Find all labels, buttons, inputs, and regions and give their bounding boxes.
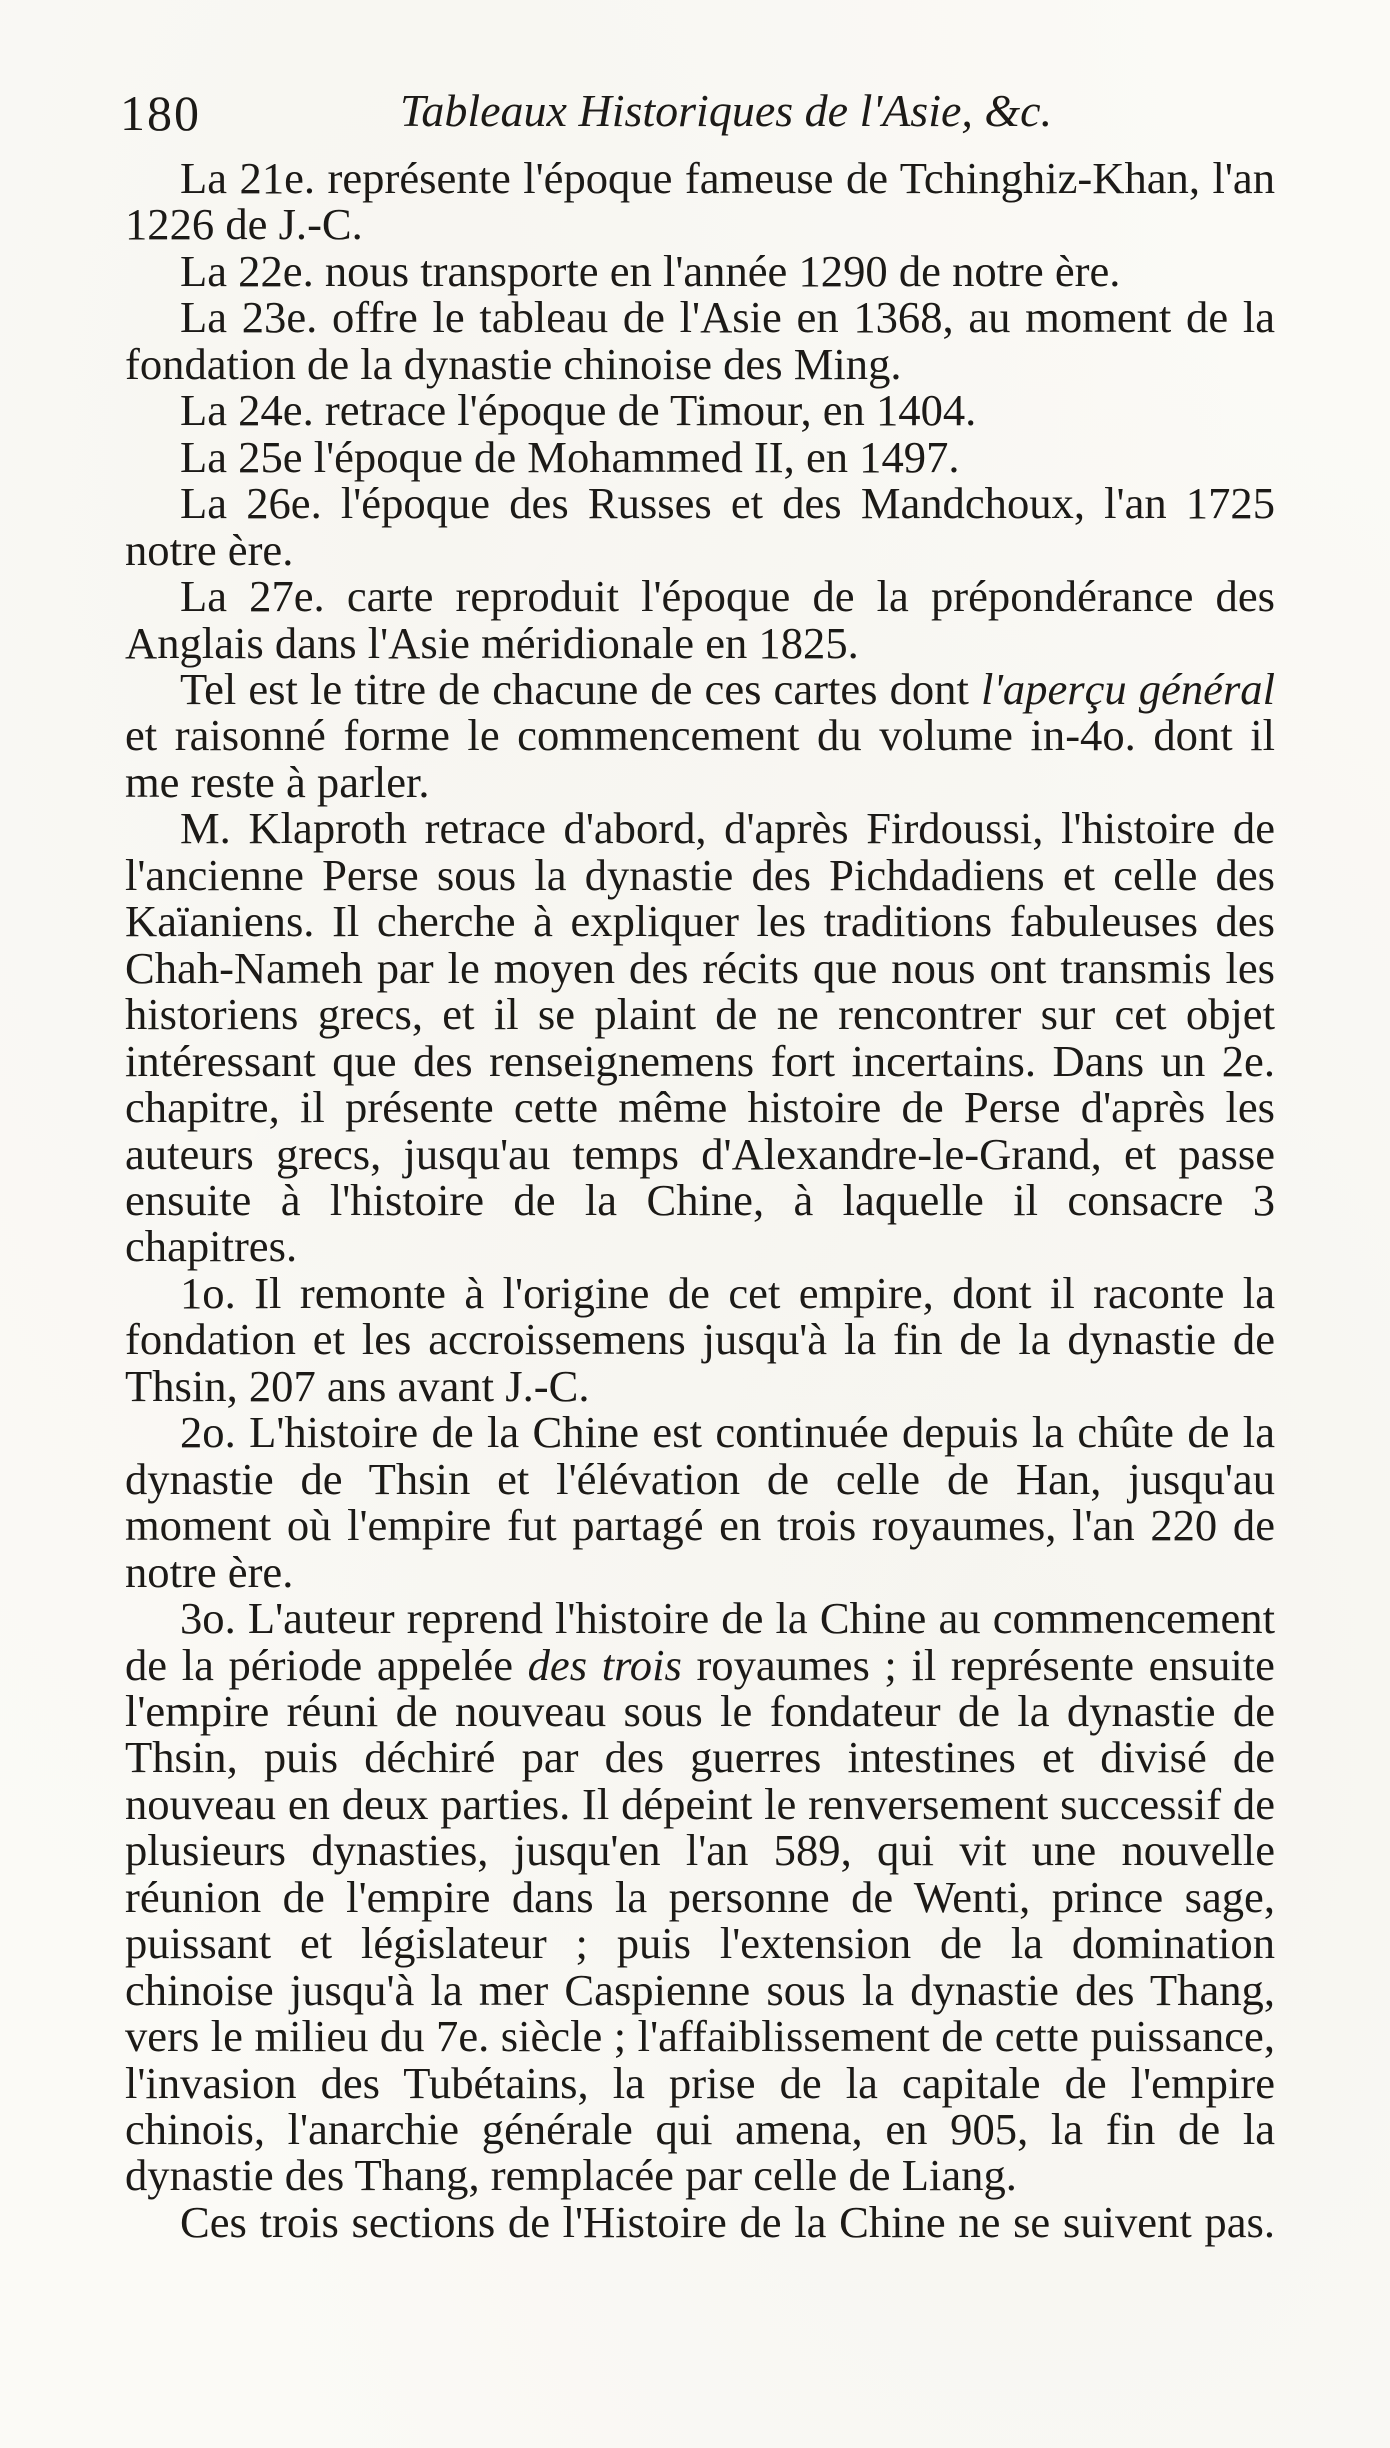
paragraph-map-23: La 23e. offre le tableau de l'Asie en 1368, au moment de la fondation de la dynastie chinoise des Ming.	[125, 292, 1275, 389]
paragraph-section-1: 1o. Il remonte à l'origine de cet empire, dont il raconte la fondation et les accroissemens jusqu'à la fin de la dynastie de Thsin, 207 ans avant J.-C.	[125, 1267, 1275, 1411]
paragraph-text: Tel est le titre de chacune de ces cartes dont	[180, 663, 981, 714]
paragraph-text: 3o. L'auteur reprend l'histoire de la Chine au commencement de la période appelée	[125, 1593, 1275, 1690]
page-header	[120, 78, 1270, 150]
paragraph-map-21: La 21e. représente l'époque fameuse de Tchinghiz-Khan, l'an 1226 de J.-C.	[125, 153, 1275, 250]
body-text	[125, 155, 1275, 2245]
paragraph-section-2: 2o. L'histoire de la Chine est continuée depuis la chûte de la dynastie de Thsin et l'élévation de celle de Han, jusqu'au moment où l'empire fut partagé en trois royaumes, l'an 220 de notre ère.	[125, 1407, 1275, 1597]
paragraph-closing: Ces trois sections de l'Histoire de la Chine ne se suivent pas.	[180, 2196, 1275, 2247]
running-title: Tableaux Historiques de l'Asie, &c.	[400, 85, 1053, 136]
paragraph-section-3	[125, 1595, 1275, 2199]
paragraph-map-22: La 22e. nous transporte en l'année 1290 de notre ère.	[180, 245, 1121, 296]
italic-phrase: l'aperçu général	[980, 663, 1275, 714]
paragraph-text: royaumes ; il représente ensuite l'empire réuni de nouveau sous le fondateur de la dynastie de Thsin, puis déchiré par des guerres intestines et divisé de nouveau en deux parties. Il dépeint le renversement successif de plusieurs dynasties, jusqu'en l'an 589, qui vit une nouvelle réunion de l'empire dans la personne de Wenti, prince sage, puissant et législateur ; puis l'extension de la domination chinoise jusqu'à la mer Caspienne sous la dynastie des Thang, vers le milieu du 7e. siècle ; l'affaiblissement de cette puissance, l'invasion des Tubétains, la prise de la capitale de l'empire chinois, l'anarchie générale qui amena, en 905, la fin de la dynastie des Thang, remplacée par celle de Liang.	[125, 1639, 1275, 2201]
page-number: 180	[120, 85, 201, 141]
paragraph-map-24: La 24e. retrace l'époque de Timour, en 1404.	[180, 385, 977, 436]
paragraph-klaproth: M. Klaproth retrace d'abord, d'après Firdoussi, l'histoire de l'ancienne Perse sous la dynastie des Pichdadiens et celle des Kaïaniens. Il cherche à expliquer les traditions fabuleuses des Chah-Nameh par le moyen des récits que nous ont transmis les historiens grecs, et il se plaint de ne rencontrer sur cet objet intéressant que des renseignemens fort incertains. Dans un 2e. chapitre, il présente cette même histoire de Perse d'après les auteurs grecs, jusqu'au temps d'Alexandre-le-Grand, et passe ensuite à l'histoire de la Chine, à laquelle il consacre 3 chapitres.	[125, 803, 1275, 1272]
paragraph-text: et raisonné forme le commencement du volume in-4o. dont il me reste à parler.	[125, 710, 1275, 807]
paragraph-title-summary	[125, 663, 1275, 807]
paragraph-map-27: La 27e. carte reproduit l'époque de la prépondérance des Anglais dans l'Asie méridionale en 1825.	[125, 571, 1275, 668]
paragraph-map-25: La 25e l'époque de Mohammed II, en 1497.	[180, 431, 960, 482]
italic-phrase: des trois	[527, 1639, 682, 1690]
paragraph-map-26: La 26e. l'époque des Russes et des Mandchoux, l'an 1725 notre ère.	[125, 478, 1275, 575]
